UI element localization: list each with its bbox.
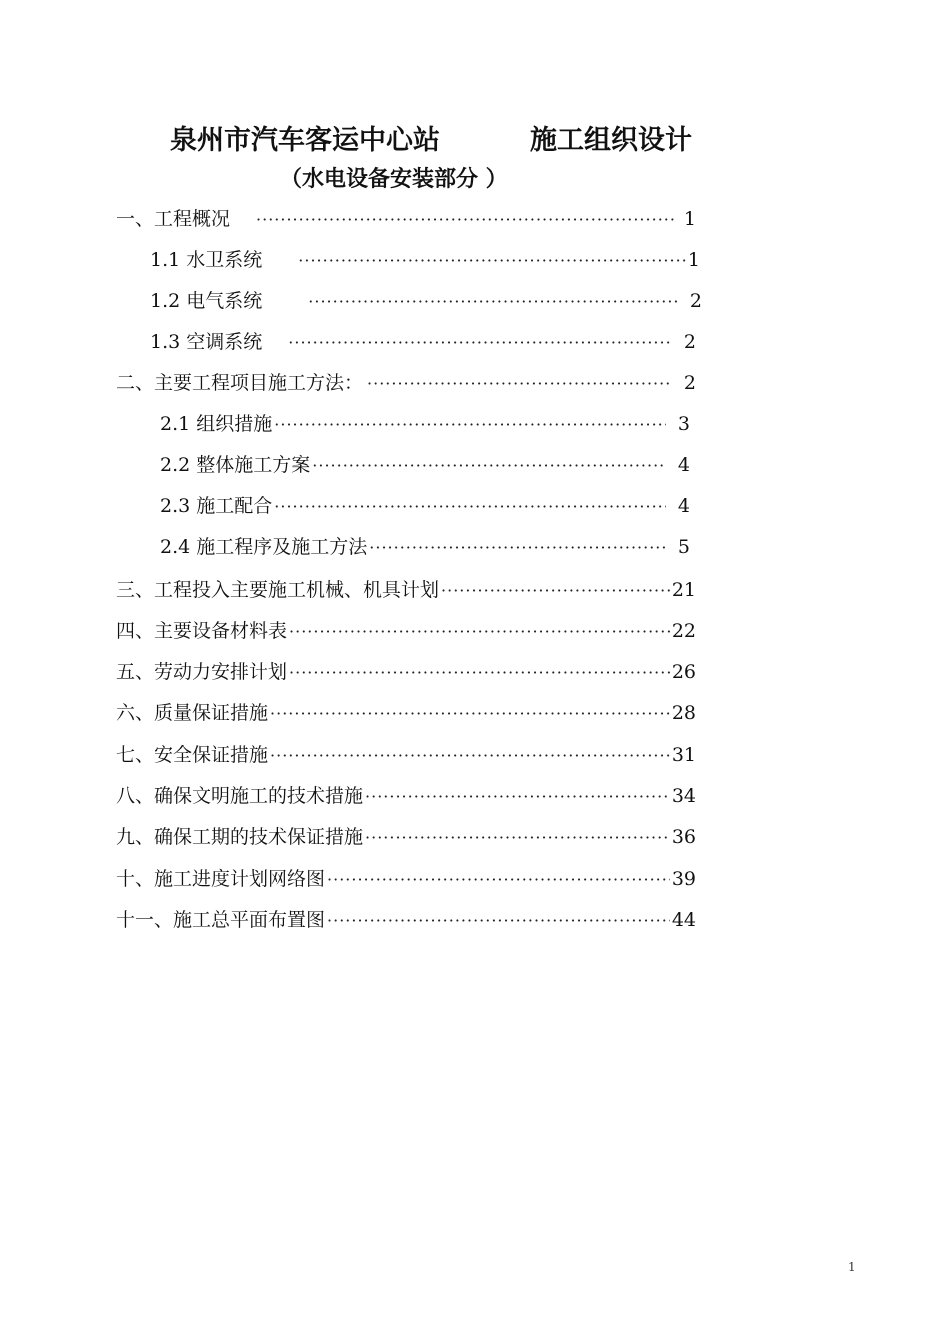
toc-entry bbox=[160, 491, 690, 521]
toc-leader bbox=[327, 870, 670, 889]
toc-entry bbox=[160, 532, 690, 562]
toc-entry bbox=[116, 740, 696, 770]
toc-entry-page: 1 bbox=[687, 249, 700, 271]
toc-entry-label: 2.1 组织措施 bbox=[160, 413, 273, 435]
toc-leader bbox=[367, 374, 672, 393]
toc-entry-page: 26 bbox=[671, 661, 696, 683]
toc-entry-page: 2 bbox=[683, 331, 696, 353]
toc-leader bbox=[365, 787, 670, 806]
toc-entry-label: 九、确保工期的技术保证措施 bbox=[116, 826, 364, 848]
toc-entry bbox=[160, 409, 690, 439]
toc-entry-page: 4 bbox=[677, 454, 690, 476]
toc-leader bbox=[270, 746, 670, 765]
toc-entry-label: 四、主要设备材料表 bbox=[116, 620, 288, 642]
toc-leader bbox=[365, 828, 670, 847]
toc-entry-label: 五、劳动力安排计划 bbox=[116, 661, 288, 683]
toc-leader bbox=[289, 663, 670, 682]
toc-leader bbox=[274, 497, 666, 516]
toc-entry-label: 十一、施工总平面布置图 bbox=[116, 909, 326, 931]
toc-entry-page: 28 bbox=[671, 702, 696, 724]
title-project-name: 泉州市汽车客运中心站 bbox=[170, 125, 440, 156]
toc-entry bbox=[160, 450, 690, 480]
toc-entry bbox=[116, 204, 696, 234]
toc-leader bbox=[308, 292, 678, 311]
toc-entry bbox=[116, 864, 696, 894]
toc-entry bbox=[116, 657, 696, 687]
toc-entry bbox=[116, 698, 696, 728]
toc-entry-page: 39 bbox=[671, 868, 696, 890]
toc-entry-label: 2.3 施工配合 bbox=[160, 495, 273, 517]
toc-leader bbox=[256, 210, 674, 229]
toc-entry-label: 二、主要工程项目施工方法： bbox=[116, 372, 364, 394]
toc-entry-label: 2.2 整体施工方案 bbox=[160, 454, 311, 476]
toc-entry-page: 2 bbox=[683, 372, 696, 394]
toc-entry-label: 八、确保文明施工的技术措施 bbox=[116, 785, 364, 807]
toc-entry-page: 44 bbox=[671, 909, 696, 931]
toc-entry-page: 21 bbox=[671, 579, 696, 601]
toc-entry-label: 六、质量保证措施 bbox=[116, 702, 269, 724]
toc-entry-label: 1.1 水卫系统 bbox=[150, 249, 263, 271]
toc-leader bbox=[441, 581, 670, 600]
toc-leader bbox=[288, 333, 672, 352]
toc-entry-label: 2.4 施工程序及施工方法 bbox=[160, 536, 368, 558]
toc-leader bbox=[274, 415, 666, 434]
toc-entry bbox=[116, 575, 696, 605]
document-subtitle: （水电设备安装部分 ） bbox=[280, 167, 508, 192]
toc-entry-page: 22 bbox=[671, 620, 696, 642]
toc-entry-label: 七、安全保证措施 bbox=[116, 744, 269, 766]
toc-entry bbox=[116, 368, 696, 398]
toc-entry-label: 一、工程概况 bbox=[116, 208, 231, 230]
toc-entry-page: 3 bbox=[677, 413, 690, 435]
toc-entry-label: 十、施工进度计划网络图 bbox=[116, 868, 326, 890]
toc-leader bbox=[327, 911, 670, 930]
toc-entry-label: 1.3 空调系统 bbox=[150, 331, 263, 353]
toc-leader bbox=[369, 538, 666, 557]
toc-entry bbox=[150, 327, 696, 357]
toc-leader bbox=[312, 456, 666, 475]
toc-entry bbox=[116, 616, 696, 646]
toc-entry-page: 2 bbox=[689, 290, 702, 312]
toc-leader bbox=[289, 622, 670, 641]
toc-entry bbox=[116, 822, 696, 852]
title-design-name: 施工组织设计 bbox=[530, 125, 692, 156]
toc-entry-page: 34 bbox=[671, 785, 696, 807]
page-number: 1 bbox=[848, 1260, 856, 1274]
toc-entry bbox=[150, 245, 700, 275]
document-title bbox=[0, 118, 950, 158]
toc-entry bbox=[116, 781, 696, 811]
toc-entry bbox=[150, 286, 702, 316]
toc-entry-page: 1 bbox=[683, 208, 696, 230]
toc-entry-page: 36 bbox=[671, 826, 696, 848]
toc-entry bbox=[116, 905, 696, 935]
toc-leader bbox=[298, 251, 688, 270]
toc-leader bbox=[270, 704, 670, 723]
toc-entry-page: 5 bbox=[677, 536, 690, 558]
toc-entry-page: 4 bbox=[677, 495, 690, 517]
toc-entry-label: 三、工程投入主要施工机械、机具计划 bbox=[116, 579, 440, 601]
toc-entry-page: 31 bbox=[671, 744, 696, 766]
toc-entry-label: 1.2 电气系统 bbox=[150, 290, 263, 312]
